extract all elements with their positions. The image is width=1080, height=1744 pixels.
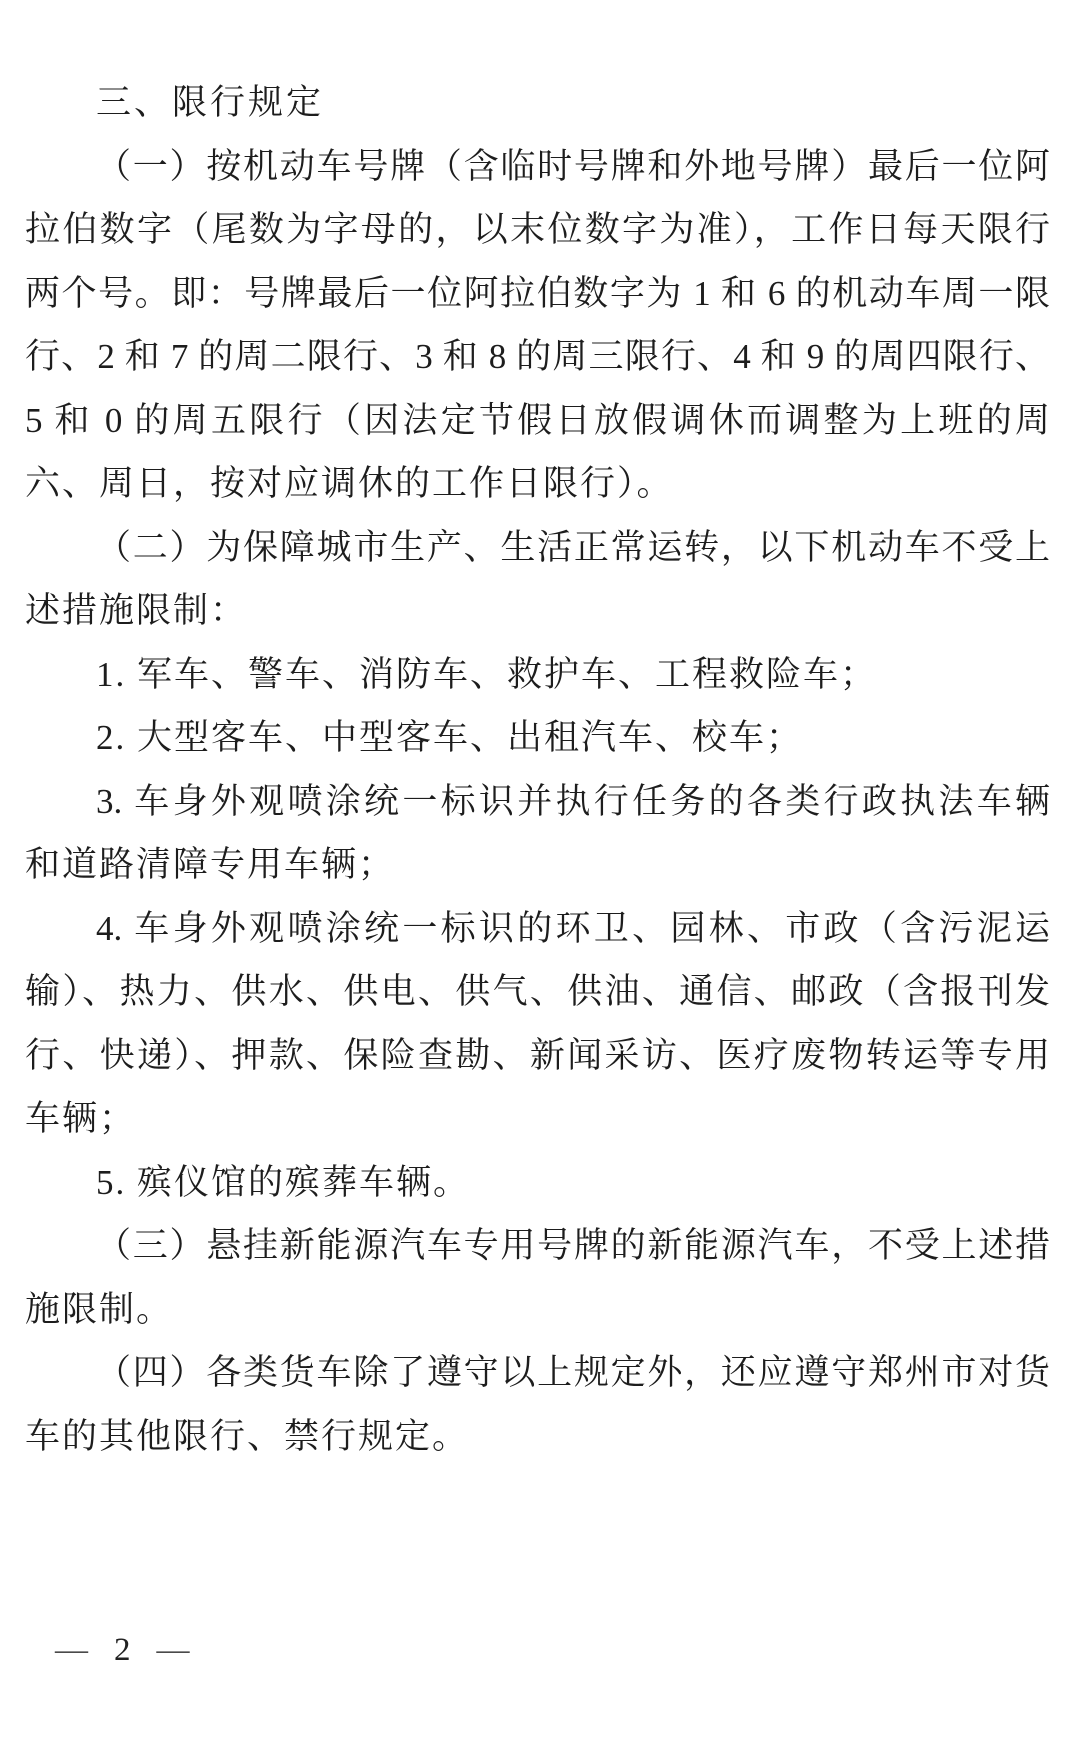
footer-left-dash: —	[55, 1632, 88, 1668]
text-line: 和道路清障专用车辆；	[25, 845, 396, 884]
text-line: 3. 车身外观喷涂统一标识并执行任务的各类行政执法车辆	[96, 781, 1050, 821]
text-line: 行、2 和 7 的周二限行、3 和 8 的周三限行、4 和 9 的周四限行、	[25, 337, 1050, 376]
text-line: 4. 车身外观喷涂统一标识的环卫、园林、市政（含污泥运	[96, 908, 1050, 948]
text-line: 车辆；	[25, 1099, 137, 1138]
text-line: 2. 大型客车、中型客车、出租汽车、校车；	[96, 718, 804, 757]
page-footer	[55, 1632, 190, 1669]
text-line: （三）悬挂新能源汽车专用号牌的新能源汽车，不受上述措	[96, 1226, 1050, 1265]
text-line: 车的其他限行、禁行规定。	[25, 1416, 470, 1456]
text-line: 5 和 0 的周五限行（因法定节假日放假调休而调整为上班的周	[25, 400, 1050, 440]
text-line: （四）各类货车除了遵守以上规定外，还应遵守郑州市对货	[96, 1353, 1050, 1392]
text-line: 两个号。即：号牌最后一位阿拉伯数字为 1 和 6 的机动车周一限	[25, 273, 1050, 313]
text-line: 行、快递）、押款、保险查勘、新闻采访、医疗废物转运等专用	[25, 1035, 1050, 1075]
footer-right-dash: —	[156, 1632, 190, 1668]
text-line: 六、周日，按对应调休的工作日限行）。	[25, 464, 674, 503]
text-line: 1. 军车、警车、消防车、救护车、工程救险车；	[96, 654, 878, 694]
document-body	[25, 71, 1050, 1468]
text-line: （一）按机动车号牌（含临时号牌和外地号牌）最后一位阿	[96, 146, 1050, 186]
text-line: 拉伯数字（尾数为字母的，以末位数字为准），工作日每天限行	[25, 210, 1050, 249]
page-number: 2	[114, 1632, 131, 1668]
text-line: 述措施限制：	[25, 591, 248, 630]
text-line: 5. 殡仪馆的殡葬车辆。	[96, 1162, 471, 1202]
section-heading: 三、限行规定	[96, 83, 325, 122]
text-line: 输）、热力、供水、供电、供气、供油、通信、邮政（含报刊发	[25, 972, 1050, 1011]
text-line: 施限制。	[25, 1289, 174, 1329]
text-line: （二）为保障城市生产、生活正常运转，以下机动车不受上	[96, 527, 1050, 567]
